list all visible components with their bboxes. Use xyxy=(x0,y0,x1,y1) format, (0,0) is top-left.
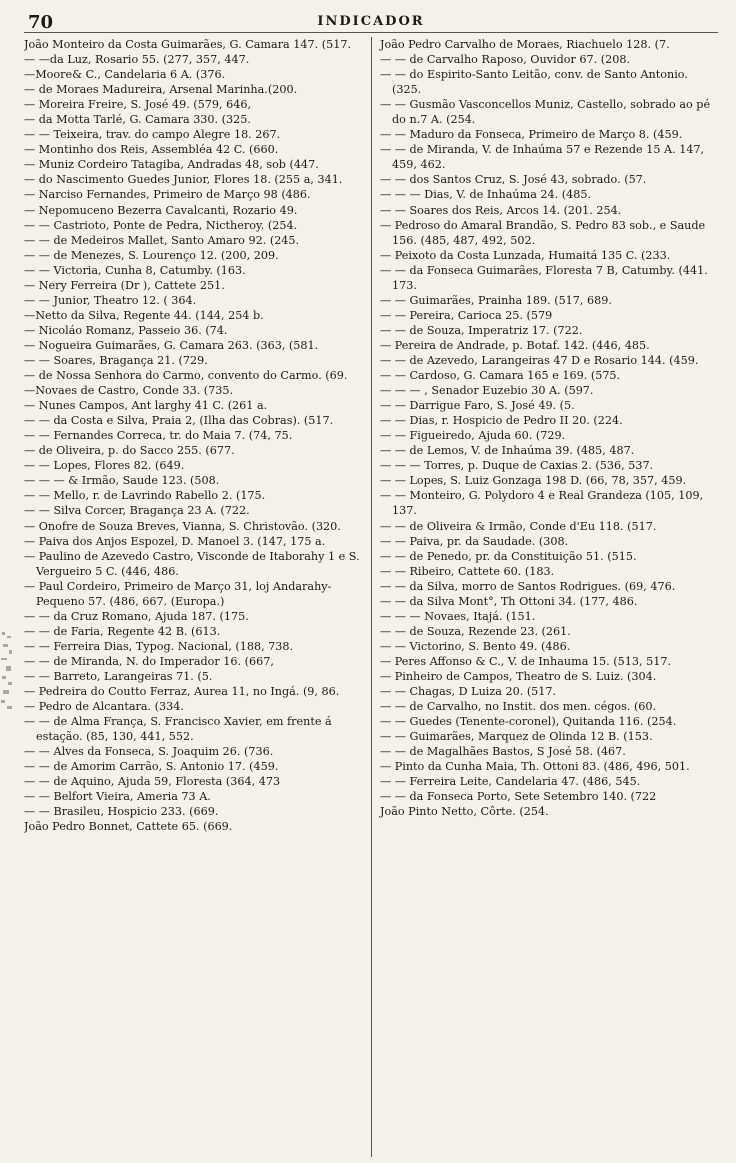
directory-entry: — — Mello, r. de Lavrindo Rabello 2. (175. xyxy=(24,489,266,503)
directory-entry: — — do Espirito-Santo Leitão, conv. de Santo Antonio. (325. xyxy=(380,68,688,97)
left-column xyxy=(24,37,371,1157)
directory-entry: — de Nossa Senhora do Carmo, convento do Carmo. (69. xyxy=(24,369,348,383)
directory-entry: — — da Fonseca Porto, Sete Setembro 140. (722 xyxy=(380,790,657,804)
directory-entry: — Nunes Campos, Ant larghy 41 C. (261 a. xyxy=(24,399,268,413)
directory-entry: — — Guedes (Tenente-coronel), Quitanda 116. (254. xyxy=(380,715,677,729)
directory-entry: — — Guimarães, Marquez de Olinda 12 B. (153. xyxy=(380,730,653,744)
directory-entry: — — de Carvalho Raposo, Ouvidor 67. (208. xyxy=(380,53,631,67)
directory-entry: — — de Oliveira & Irmão, Conde d'Eu 118. (517. xyxy=(380,519,657,533)
directory-entry: — — Pereira, Carioca 25. (579 xyxy=(380,308,553,322)
margin-smudge-mark xyxy=(0,628,16,718)
directory-entry: — — Soares dos Reis, Arcos 14. (201. 254. xyxy=(380,203,622,217)
directory-entry: — — de Souza, Imperatriz 17. (722. xyxy=(380,323,583,337)
directory-entry: — — Fernandes Correca, tr. do Maia 7. (74, 75. xyxy=(24,429,293,443)
directory-entry: — — de Faria, Regente 42 B. (613. xyxy=(24,624,221,638)
right-column xyxy=(371,37,718,1157)
directory-entry: — — Silva Corcer, Bragança 23 A. (722. xyxy=(24,504,250,518)
directory-entry: — Nery Ferreira (Dr ), Cattete 251. xyxy=(24,278,225,292)
directory-entry: — — de Miranda, N. do Imperador 16. (667, xyxy=(24,654,274,668)
directory-entry: — de Oliveira, p. do Sacco 255. (677. xyxy=(24,444,235,458)
directory-entry: — Paiva dos Anjos Espozel, D. Manoel 3. (147, 175 a. xyxy=(24,534,326,548)
directory-entry: — — Gusmão Vasconcellos Muniz, Castello, sobrado ao pé do n.7 A. (254. xyxy=(380,98,711,127)
directory-entry: — — Ribeiro, Cattete 60. (183. xyxy=(380,564,555,578)
directory-entry: — — Monteiro, G. Polydoro 4 e Real Grandeza (105, 109, 137. xyxy=(380,489,704,518)
directory-entry: — — Belfort Vieira, Ameria 73 A. xyxy=(24,790,211,804)
directory-entry: — — da Silva Mont°, Th Ottoni 34. (177, 486. xyxy=(380,594,638,608)
directory-entry: — Pedroso do Amaral Brandão, S. Pedro 83 sob., e Saude 156. (485, 487, 492, 502. xyxy=(380,218,706,247)
directory-entry: — — Ferreira Dias, Typog. Nacional, (188, 738. xyxy=(24,639,294,653)
directory-entry: — Paulino de Azevedo Castro, Visconde de Itaborahy 1 e S. Vergueiro 5 C. (446, 486. xyxy=(24,549,360,578)
directory-entry: — — da Silva, morro de Santos Rodrigues. (69, 476. xyxy=(380,579,676,593)
directory-entry: — — — , Senador Euzebio 30 A. (597. xyxy=(380,384,594,398)
directory-entry: — — — & Irmão, Saude 123. (508. xyxy=(24,474,220,488)
directory-entry: — Peixoto da Costa Lunzada, Humaitá 135 C. (233. xyxy=(380,248,671,262)
directory-entry: — — Ferreira Leite, Candelaria 47. (486, 545. xyxy=(380,775,641,789)
directory-entry: — — Brasileu, Hospicio 233. (669. xyxy=(24,805,219,819)
directory-entry: — — de Menezes, S. Lourenço 12. (200, 209. xyxy=(24,248,279,262)
directory-entry: — — Teixeira, trav. do campo Alegre 18. 267. xyxy=(24,128,281,142)
directory-entry: — — de Carvalho, no Instit. dos men. cégos. (60. xyxy=(380,700,657,714)
directory-entry: — — Lopes, Flores 82. (649. xyxy=(24,459,185,473)
directory-entry: — Pedreira do Coutto Ferraz, Aurea 11, no Ingá. (9, 86. xyxy=(24,685,340,699)
directory-entry: — — Barreto, Larangeiras 71. (5. xyxy=(24,669,213,683)
directory-entry: — — — Dias, V. de Inhaúma 24. (485. xyxy=(380,188,592,202)
directory-entry: — de Moraes Madureira, Arsenal Marinha.(200. xyxy=(24,83,298,97)
directory-entry: — — Chagas, D Luiza 20. (517. xyxy=(380,685,557,699)
directory-entry: — do Nascimento Guedes Junior, Flores 18. (255 a, 341. xyxy=(24,173,343,187)
directory-entry: —Moore& C., Candelaria 6 A. (376. xyxy=(24,68,226,82)
directory-entry: — — Dias, r. Hospicio de Pedro II 20. (224. xyxy=(380,414,623,428)
directory-entry: — — Maduro da Fonseca, Primeiro de Março 8. (459. xyxy=(380,128,683,142)
directory-entry: — — Victoria, Cunha 8, Catumby. (163. xyxy=(24,263,246,277)
directory-entry: — — Junior, Theatro 12. ( 364. xyxy=(24,293,197,307)
page-number: 70 xyxy=(28,12,54,33)
directory-entry: — — de Alma França, S. Francisco Xavier, em frente á estação. (85, 130, 441, 552. xyxy=(24,715,332,744)
directory-entry: — Muniz Cordeiro Tatagiba, Andradas 48, sob (447. xyxy=(24,158,319,172)
directory-entry: —Netto da Silva, Regente 44. (144, 254 b. xyxy=(24,308,264,322)
directory-entry: — — Castrioto, Ponte de Pedra, Nictheroy. (254. xyxy=(24,218,298,232)
directory-entry: João Pedro Carvalho de Moraes, Riachuelo 128. (7. xyxy=(380,38,670,51)
directory-entry: — Nepomuceno Bezerra Cavalcanti, Rozario 49. xyxy=(24,203,298,217)
directory-entry: — Pereira de Andrade, p. Botaf. 142. (446, 485. xyxy=(380,338,650,352)
directory-entry: — — de Azevedo, Larangeiras 47 D e Rosario 144. (459. xyxy=(380,353,699,367)
page-header xyxy=(24,10,718,33)
directory-entry: João Pinto Netto, Côrte. (254. xyxy=(380,805,549,819)
directory-entry: — —da Luz, Rosario 55. (277, 357, 447. xyxy=(24,53,250,67)
directory-entry: — Pedro de Alcantara. (334. xyxy=(24,700,184,714)
directory-entry: — Montinho dos Reis, Assembléa 42 C. (660. xyxy=(24,143,279,157)
directory-entry: — — de Miranda, V. de Inhaúma 57 e Rezende 15 A. 147, 459, 462. xyxy=(380,143,705,172)
directory-entry: — Nogueira Guimarães, G. Camara 263. (363, (581. xyxy=(24,338,319,352)
directory-entry: — Narciso Fernandes, Primeiro de Março 98 (486. xyxy=(24,188,311,202)
directory-entry: — — — Novaes, Itajá. (151. xyxy=(380,609,536,623)
directory-entry: — — da Costa e Silva, Praia 2, (Ilha das Cobras). (517. xyxy=(24,414,334,428)
directory-entry: — Paul Cordeiro, Primeiro de Março 31, loj Andarahy-Pequeno 57. (486, 667. (Europa.) xyxy=(24,579,332,608)
directory-entry: — — Lopes, S. Luiz Gonzaga 198 D. (66, 78, 357, 459. xyxy=(380,474,687,488)
directory-entry: — — de Amorim Carrão, S. Antonio 17. (459. xyxy=(24,760,279,774)
directory-entry: — — de Medeiros Mallet, Santo Amaro 92. (245. xyxy=(24,233,300,247)
directory-entry: — — Alves da Fonseca, S. Joaquim 26. (736. xyxy=(24,745,274,759)
directory-entry: — — — Torres, p. Duque de Caxias 2. (536, 537. xyxy=(380,459,654,473)
directory-entry: — Onofre de Souza Breves, Vianna, S. Christovão. (320. xyxy=(24,519,341,533)
directory-entry: — — Soares, Bragança 21. (729. xyxy=(24,353,208,367)
directory-entry: — Moreira Freire, S. José 49. (579, 646, xyxy=(24,98,252,112)
directory-entry: — — Cardoso, G. Camara 165 e 169. (575. xyxy=(380,369,621,383)
directory-entry: — Peres Affonso & C., V. de Inhauma 15. (513, 517. xyxy=(380,654,672,668)
directory-entry: — — da Fonseca Guimarães, Floresta 7 B, Catumby. (441. 173. xyxy=(380,263,708,292)
directory-entry: — — Victorino, S. Bento 49. (486. xyxy=(380,639,571,653)
directory-entry: — — Guimarães, Prainha 189. (517, 689. xyxy=(380,293,612,307)
directory-entry: — Pinheiro de Campos, Theatro de S. Luiz. (304. xyxy=(380,669,657,683)
directory-entry: João Pedro Bonnet, Cattete 65. (669. xyxy=(24,820,233,834)
directory-entry: — — de Souza, Rezende 23. (261. xyxy=(380,624,571,638)
directory-entry: — Nicoláo Romanz, Passeio 36. (74. xyxy=(24,323,228,337)
running-head: INDICADOR xyxy=(317,14,425,29)
directory-entry: — — de Magalhães Bastos, S José 58. (467. xyxy=(380,745,626,759)
directory-entry: —Novaes de Castro, Conde 33. (735. xyxy=(24,384,234,398)
directory-entry: — — Figueiredo, Ajuda 60. (729. xyxy=(380,429,566,443)
directory-entry: — — Darrigue Faro, S. José 49. (5. xyxy=(380,399,575,413)
directory-entry: João Monteiro da Costa Guimarães, G. Camara 147. (517. xyxy=(24,38,352,51)
directory-entry: — — de Penedo, pr. da Constituição 51. (515. xyxy=(380,549,637,563)
directory-entry: — da Motta Tarlé, G. Camara 330. (325. xyxy=(24,113,251,127)
directory-entry: — — dos Santos Cruz, S. José 43, sobrado. (57. xyxy=(380,173,647,187)
directory-entry: — — Paiva, pr. da Saudade. (308. xyxy=(380,534,569,548)
directory-entry: — — de Aquino, Ajuda 59, Floresta (364, 473 xyxy=(24,775,281,789)
two-column-listing xyxy=(24,37,718,1157)
directory-entry: — — de Lemos, V. de Inhaúma 39. (485, 487. xyxy=(380,444,635,458)
directory-entry: — Pinto da Cunha Maia, Th. Ottoni 83. (486, 496, 501. xyxy=(380,760,690,774)
directory-entry: — — da Cruz Romano, Ajuda 187. (175. xyxy=(24,609,249,623)
